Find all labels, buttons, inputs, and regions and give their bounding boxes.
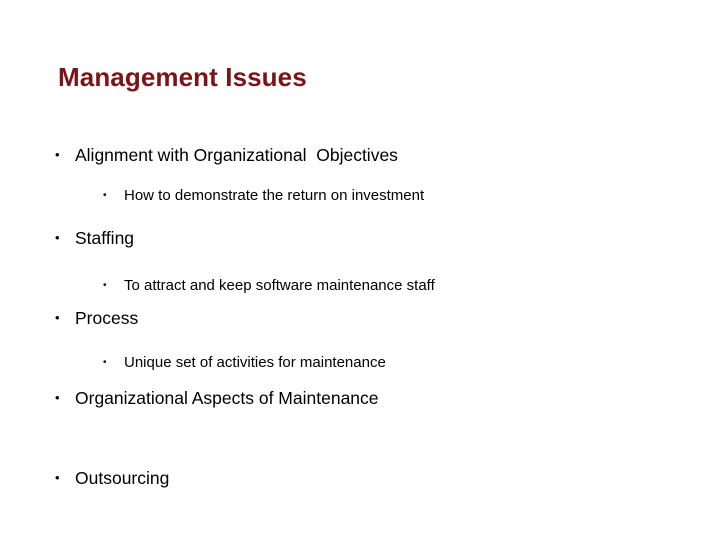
sub-bullet-item-roi bbox=[103, 187, 424, 204]
bullet-text: Organizational Aspects of Maintenance bbox=[75, 388, 379, 408]
bullet-item-org-aspects bbox=[55, 388, 379, 409]
sub-bullet-text: To attract and keep software maintenance staff bbox=[124, 277, 435, 294]
sub-bullet-text: How to demonstrate the return on investment bbox=[124, 187, 425, 204]
sub-bullet-text: Unique set of activities for maintenance bbox=[124, 354, 386, 371]
bullet-text: Staffing bbox=[75, 228, 135, 248]
sub-bullet-item-staff bbox=[103, 277, 435, 294]
bullet-icon: • bbox=[55, 230, 60, 245]
bullet-text: Process bbox=[75, 308, 139, 328]
bullet-icon: • bbox=[103, 357, 107, 368]
bullet-text: Alignment with Organizational Objectives bbox=[75, 145, 398, 165]
slide-title: Management Issues bbox=[58, 62, 307, 92]
bullet-item-process bbox=[55, 308, 138, 329]
bullet-item-outsourcing bbox=[55, 468, 169, 489]
bullet-item-staffing bbox=[55, 228, 134, 249]
bullet-icon: • bbox=[103, 280, 107, 291]
bullet-icon: • bbox=[55, 390, 60, 405]
bullet-icon: • bbox=[55, 147, 60, 162]
bullet-icon: • bbox=[103, 190, 107, 201]
bullet-text: Outsourcing bbox=[75, 468, 170, 488]
bullet-icon: • bbox=[55, 310, 60, 325]
sub-bullet-item-activities bbox=[103, 354, 386, 371]
bullet-item-alignment bbox=[55, 145, 398, 166]
bullet-icon: • bbox=[55, 470, 60, 485]
